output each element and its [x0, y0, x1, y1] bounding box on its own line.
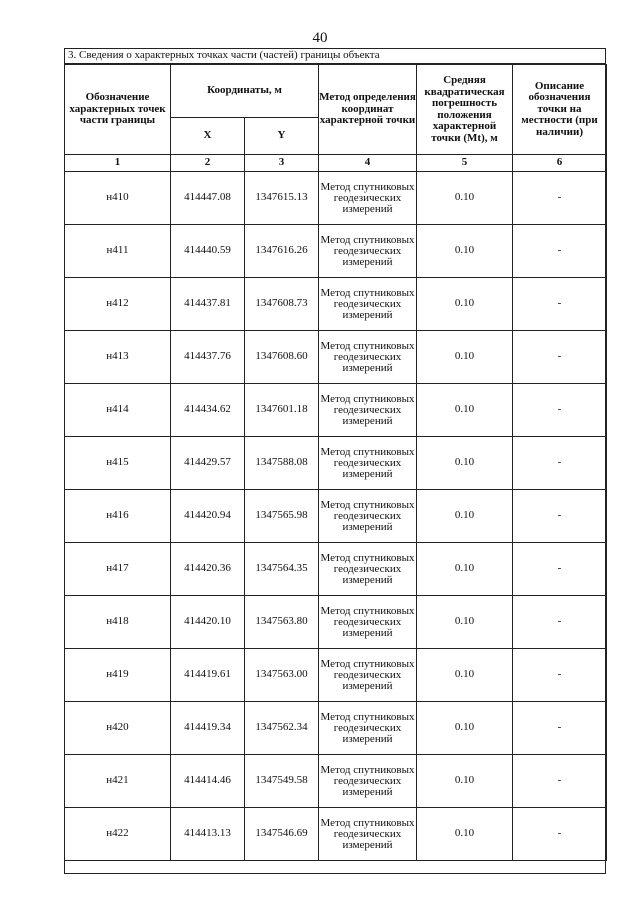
y-coordinate-cell: 1347601.18 — [245, 384, 319, 437]
y-coordinate-cell: 1347563.00 — [245, 649, 319, 702]
y-coordinate-cell: 1347563.80 — [245, 596, 319, 649]
point-designation-cell: н414 — [65, 384, 171, 437]
table-row — [65, 172, 607, 225]
method-cell: Метод спутниковых геодезических измерений — [319, 649, 417, 702]
description-cell: - — [513, 490, 607, 543]
point-designation-cell: н422 — [65, 808, 171, 861]
table-row — [65, 331, 607, 384]
column-number: 4 — [319, 155, 417, 172]
header-method: Метод определения координат характерной точки — [319, 65, 417, 155]
x-coordinate-cell: 414420.10 — [171, 596, 245, 649]
table-row — [65, 755, 607, 808]
description-cell: - — [513, 649, 607, 702]
header-description: Описание обозначения точки на местности (при наличии) — [513, 65, 607, 155]
column-number: 5 — [417, 155, 513, 172]
y-coordinate-cell: 1347546.69 — [245, 808, 319, 861]
method-cell: Метод спутниковых геодезических измерений — [319, 331, 417, 384]
description-cell: - — [513, 596, 607, 649]
method-cell: Метод спутниковых геодезических измерений — [319, 808, 417, 861]
description-cell: - — [513, 225, 607, 278]
x-coordinate-cell: 414429.57 — [171, 437, 245, 490]
error-cell: 0.10 — [417, 596, 513, 649]
x-coordinate-cell: 414437.81 — [171, 278, 245, 331]
table-body — [65, 172, 607, 861]
error-cell: 0.10 — [417, 437, 513, 490]
table-row — [65, 596, 607, 649]
table-row — [65, 278, 607, 331]
y-coordinate-cell: 1347562.34 — [245, 702, 319, 755]
column-number: 3 — [245, 155, 319, 172]
method-cell: Метод спутниковых геодезических измерений — [319, 543, 417, 596]
x-coordinate-cell: 414437.76 — [171, 331, 245, 384]
method-cell: Метод спутниковых геодезических измерений — [319, 225, 417, 278]
method-cell: Метод спутниковых геодезических измерений — [319, 278, 417, 331]
point-designation-cell: н412 — [65, 278, 171, 331]
x-coordinate-cell: 414419.34 — [171, 702, 245, 755]
header-x: X — [171, 118, 245, 155]
x-coordinate-cell: 414440.59 — [171, 225, 245, 278]
description-cell: - — [513, 755, 607, 808]
x-coordinate-cell: 414434.62 — [171, 384, 245, 437]
error-cell: 0.10 — [417, 384, 513, 437]
point-designation-cell: н415 — [65, 437, 171, 490]
header-y: Y — [245, 118, 319, 155]
description-cell: - — [513, 702, 607, 755]
method-cell: Метод спутниковых геодезических измерений — [319, 490, 417, 543]
point-designation-cell: н418 — [65, 596, 171, 649]
header-mean-square-error: Средняя квадратическая погрешность положения характерной точки (Mt), м — [417, 65, 513, 155]
y-coordinate-cell: 1347615.13 — [245, 172, 319, 225]
x-coordinate-cell: 414420.94 — [171, 490, 245, 543]
description-cell: - — [513, 384, 607, 437]
description-cell: - — [513, 543, 607, 596]
point-designation-cell: н413 — [65, 331, 171, 384]
error-cell: 0.10 — [417, 172, 513, 225]
table-row — [65, 384, 607, 437]
column-number: 2 — [171, 155, 245, 172]
header-coordinates: Координаты, м — [171, 65, 319, 118]
table-row — [65, 649, 607, 702]
page-number: 40 — [312, 30, 328, 46]
error-cell: 0.10 — [417, 543, 513, 596]
y-coordinate-cell: 1347616.26 — [245, 225, 319, 278]
column-number: 6 — [513, 155, 607, 172]
x-coordinate-cell: 414419.61 — [171, 649, 245, 702]
error-cell: 0.10 — [417, 755, 513, 808]
y-coordinate-cell: 1347608.60 — [245, 331, 319, 384]
method-cell: Метод спутниковых геодезических измерений — [319, 596, 417, 649]
table-footer-space — [64, 860, 606, 874]
point-designation-cell: н421 — [65, 755, 171, 808]
error-cell: 0.10 — [417, 225, 513, 278]
method-cell: Метод спутниковых геодезических измерений — [319, 702, 417, 755]
y-coordinate-cell: 1347588.08 — [245, 437, 319, 490]
description-cell: - — [513, 278, 607, 331]
x-coordinate-cell: 414414.46 — [171, 755, 245, 808]
x-coordinate-cell: 414413.13 — [171, 808, 245, 861]
point-designation-cell: н410 — [65, 172, 171, 225]
column-number: 1 — [65, 155, 171, 172]
point-designation-cell: н420 — [65, 702, 171, 755]
table-row — [65, 543, 607, 596]
table-row — [65, 490, 607, 543]
method-cell: Метод спутниковых геодезических измерений — [319, 755, 417, 808]
error-cell: 0.10 — [417, 649, 513, 702]
point-designation-cell: н411 — [65, 225, 171, 278]
error-cell: 0.10 — [417, 331, 513, 384]
point-designation-cell: н417 — [65, 543, 171, 596]
point-designation-cell: н419 — [65, 649, 171, 702]
description-cell: - — [513, 437, 607, 490]
description-cell: - — [513, 172, 607, 225]
table-row — [65, 808, 607, 861]
table-row — [65, 437, 607, 490]
x-coordinate-cell: 414447.08 — [171, 172, 245, 225]
description-cell: - — [513, 331, 607, 384]
y-coordinate-cell: 1347549.58 — [245, 755, 319, 808]
x-coordinate-cell: 414420.36 — [171, 543, 245, 596]
method-cell: Метод спутниковых геодезических измерений — [319, 437, 417, 490]
error-cell: 0.10 — [417, 490, 513, 543]
header-point-designation: Обозначение характерных точек части границы — [65, 65, 171, 155]
y-coordinate-cell: 1347564.35 — [245, 543, 319, 596]
method-cell: Метод спутниковых геодезических измерений — [319, 384, 417, 437]
y-coordinate-cell: 1347608.73 — [245, 278, 319, 331]
table-row — [65, 702, 607, 755]
error-cell: 0.10 — [417, 702, 513, 755]
y-coordinate-cell: 1347565.98 — [245, 490, 319, 543]
error-cell: 0.10 — [417, 278, 513, 331]
section-title: 3. Сведения о характерных точках части (частей) границы объекта — [64, 48, 606, 64]
method-cell: Метод спутниковых геодезических измерений — [319, 172, 417, 225]
coordinates-table — [64, 64, 607, 861]
table-row — [65, 225, 607, 278]
error-cell: 0.10 — [417, 808, 513, 861]
description-cell: - — [513, 808, 607, 861]
point-designation-cell: н416 — [65, 490, 171, 543]
